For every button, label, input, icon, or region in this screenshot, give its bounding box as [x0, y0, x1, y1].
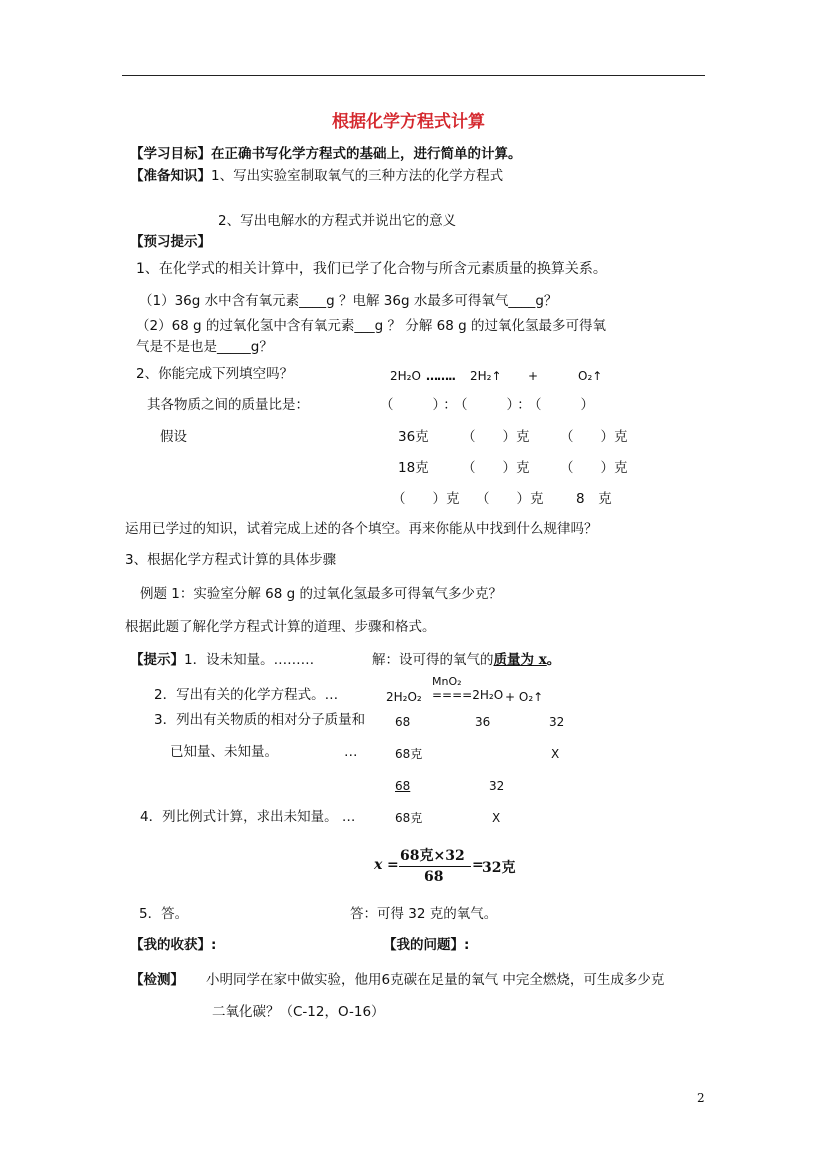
- steps-heading: 3、根据化学方程式计算的具体步骤: [125, 552, 337, 568]
- steps-intro: 根据此题了解化学方程式计算的道理、步骤和格式。: [125, 619, 436, 635]
- eq-oxygen: O₂↑: [578, 369, 603, 383]
- step1-answer: [372, 651, 560, 669]
- preview-q2: 2、你能完成下列填空吗？: [136, 366, 294, 382]
- prep-item2: 2、写出电解水的方程式并说出它的意义: [218, 213, 457, 229]
- prep-item1: 1、写出实验室制取氧气的三种方法的化学方程式: [211, 168, 504, 184]
- fraction-bar: [399, 866, 471, 867]
- formula: [374, 845, 519, 887]
- prep-label: 【准备知识】: [130, 168, 211, 184]
- header-rule: [122, 75, 705, 76]
- step3-text: 3．列出有关物质的相对分子质量和: [154, 712, 366, 728]
- formula-equals: =: [387, 857, 399, 873]
- formula-result: 32克: [482, 860, 516, 876]
- row3-a: （ ）克: [392, 491, 460, 507]
- step4-text: 4．列比例式计算，求出未知量。 …: [140, 809, 356, 825]
- step2-eq-left: 2H₂O₂: [386, 690, 422, 704]
- step3-cont: 已知量、未知量。: [170, 744, 278, 760]
- mr-a: 68: [395, 715, 411, 729]
- preview-label: 【预习提示】: [130, 234, 211, 250]
- test-line1: 小明同学在家中做实验，他用6克碳在足量的氧气 中完全燃烧，可生成多少克: [206, 972, 665, 988]
- formula-equals-2: =: [472, 857, 484, 873]
- my-question: 【我的问题】:: [383, 937, 470, 953]
- row3-c: 8 克: [576, 491, 612, 507]
- step3-dots: …: [344, 744, 358, 760]
- assume-label: 假设: [160, 429, 187, 445]
- mr-c: 32: [549, 715, 565, 729]
- row3-b: （ ）克: [476, 491, 544, 507]
- formula-x: x: [374, 857, 383, 873]
- step1-answer-suffix: 。: [546, 652, 561, 668]
- step1-line: [130, 651, 314, 669]
- preview-note: 运用已学过的知识，试着完成上述的各个填空。再来你能从中找到什么规律吗？: [125, 521, 598, 537]
- row1-b: （ ）克: [462, 429, 530, 445]
- prop-top-a: 68: [395, 779, 411, 793]
- ratio-blanks: （ ）：（ ）：（ ）: [380, 397, 598, 413]
- row1-c: （ ）克: [560, 429, 628, 445]
- test-line2: 二氧化碳？（C-12，O-16）: [212, 1004, 385, 1020]
- preview-q1b-line1: （2）68 g 的过氧化氢中含有氧元素___g ？ 分解 68 g 的过氧化氢最多可得氧: [136, 318, 606, 334]
- step1-answer-bold: 质量为 x: [493, 652, 547, 668]
- test-label: 【检测】: [130, 972, 184, 988]
- mr-b: 36: [475, 715, 491, 729]
- page-number: 2: [697, 1091, 705, 1105]
- step5-text: 5．答。: [139, 906, 189, 922]
- ratio-label: 其各物质之间的质量比是：: [147, 397, 309, 413]
- formula-denominator: 68: [424, 869, 444, 885]
- formula-numerator: 68克×32: [400, 848, 465, 864]
- row2-b: （ ）克: [462, 460, 530, 476]
- step5-answer: 答：可得 32 克的氧气。: [350, 906, 498, 922]
- step2-eq-arrow: ====2H₂O: [432, 688, 504, 702]
- prop-top-b: 32: [489, 779, 505, 793]
- prop-bot-b: X: [492, 811, 501, 825]
- known-c: X: [551, 747, 560, 761]
- step1-answer-prefix: 解：设可得的氧气的: [372, 652, 494, 668]
- known-a: 68克: [395, 747, 423, 761]
- row2-c: （ ）克: [560, 460, 628, 476]
- step2-eq-right: + O₂↑: [505, 690, 544, 704]
- eq-dots: ……..: [426, 369, 456, 383]
- example-question: 例题 1：实验室分解 68 g 的过氧化氢最多可得氧气多少克？: [140, 586, 503, 602]
- step2-text: 2．写出有关的化学方程式。…: [154, 687, 339, 703]
- my-gain: 【我的收获】:: [130, 937, 217, 953]
- eq-plus: +: [528, 369, 539, 383]
- objective-line: [130, 145, 522, 163]
- row2-a: 18克: [398, 460, 429, 476]
- eq-water: 2H₂O: [390, 369, 421, 383]
- preview-q1a: （1）36g 水中含有氧元素____g ？电解 36g 水最多可得氧气____g？: [139, 293, 558, 309]
- catalyst-label: MnO₂: [432, 675, 462, 688]
- objective-text: 在正确书写化学方程式的基础上，进行简单的计算。: [211, 146, 522, 162]
- objective-label: 【学习目标】: [130, 146, 211, 162]
- prep-line: [130, 167, 503, 185]
- preview-q1b-line2: 气是不是也是_____g？: [136, 339, 273, 355]
- step1-text: 1．设未知量。………: [184, 652, 315, 668]
- preview-q1: 1、在化学式的相关计算中，我们已学了化合物与所含元素质量的换算关系。: [136, 261, 607, 277]
- eq-hydrogen: 2H₂↑: [470, 369, 502, 383]
- prop-bot-a: 68克: [395, 811, 423, 825]
- row1-a: 36克: [398, 429, 429, 445]
- page-title: 根据化学方程式计算: [332, 112, 485, 132]
- hint-label: 【提示】: [130, 652, 184, 668]
